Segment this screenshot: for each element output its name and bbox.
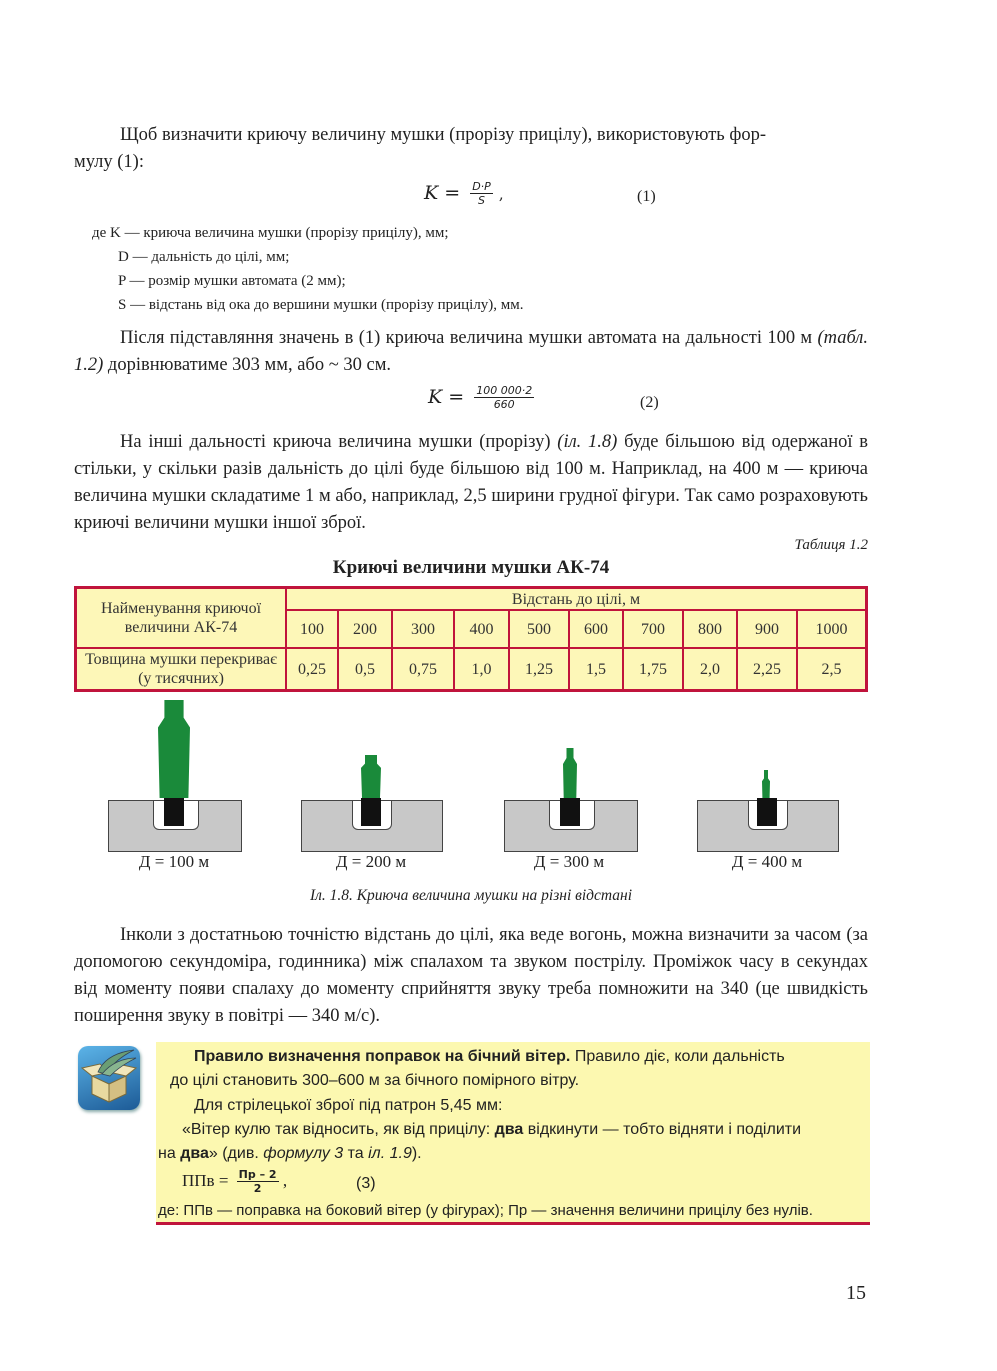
formula-2 <box>428 384 534 412</box>
table-value-cell: 1,0 <box>454 648 509 691</box>
table-distance-cell: 500 <box>509 610 569 648</box>
front-sight-green <box>361 755 381 798</box>
figure-caption: Іл. 1.8. Криюча величина мушки на різні відстані <box>309 887 633 904</box>
paragraph-4 <box>74 922 868 1030</box>
intro-paragraph <box>74 122 868 176</box>
note-line-5-c: » (див. <box>208 1145 264 1162</box>
table-distance-cell: 900 <box>737 610 797 648</box>
table-row-label: Товщина мушки перекриває (у тисячних) <box>76 648 287 691</box>
table-value-row <box>76 648 867 691</box>
figure-label-300: Д = 300 м <box>533 852 605 871</box>
note-formula-numerator: Пр – 2 <box>238 1168 277 1181</box>
definition-p: P — розмір мушки автомата (2 мм); <box>118 273 346 289</box>
wind-correction-rule-box <box>156 1042 870 1225</box>
table-value-cell: 2,5 <box>797 648 867 691</box>
formula-2-numerator: 100 000·2 <box>476 384 533 397</box>
intro-line1: Щоб визначити криючу величину мушки (прорізу прицілу), використовують фор- <box>120 125 767 145</box>
note-title: Правило визначення поправок на бічний вітер. <box>194 1048 571 1065</box>
note-line-5-bold: два <box>180 1145 209 1162</box>
table-value-cell: 0,25 <box>286 648 338 691</box>
paragraph-3-text-a: На інші дальності криюча величина мушки (прорізу) <box>120 432 558 452</box>
formula-1-numerator: D·P <box>472 180 491 193</box>
formula-2-fraction <box>474 384 534 412</box>
note-formula-comma: , <box>282 1170 288 1190</box>
formula-1-number: (1) <box>637 188 656 205</box>
formula-1-fraction <box>470 180 493 208</box>
note-formula-3 <box>182 1168 287 1196</box>
page-number: 15 <box>846 1282 866 1304</box>
paragraph-2 <box>74 325 868 379</box>
sight-diagram-300 <box>504 700 636 852</box>
table-distance-cell: 700 <box>623 610 683 648</box>
note-line-5-g: ). <box>411 1145 422 1162</box>
note-footer: де: ППв — поправка на боковий вітер (у фігурах); Пр — значення величини прицілу без нулів. <box>158 1202 813 1219</box>
front-sight-green <box>563 748 577 798</box>
table-value-cell: 2,25 <box>737 648 797 691</box>
paragraph-4-text: Інколи з достатньою точністю відстань до цілі, яка веде вогонь, можна визначити за часом (за допомогою секундоміра, годинника) між спалахом та звуком пострілу. Проміжок часу в секундах від моменту появи спалаху до моменту сприйняття звуку треба помножити на 340 (це швидкість поширення звуку в повітрі — 340 м/с). <box>74 925 868 1026</box>
table-value-cell: 1,5 <box>569 648 623 691</box>
table-distance-cell: 400 <box>454 610 509 648</box>
table-distance-cell: 1000 <box>797 610 867 648</box>
table-header-row <box>76 588 867 611</box>
paragraph-3-text-b: буде більшою від одержаної в стільки, у скільки разів дальність до цілі буде більшою від 100 м. Наприклад, на 400 м — криюча величина мушки складатиме 1 м або, наприклад, 2,5 ширини грудної фігури. Так само розраховують криючі величини мушки іншої зброї. <box>74 432 868 533</box>
table-value-cell: 0,5 <box>338 648 392 691</box>
note-line-5 <box>158 1145 422 1163</box>
figure-label-100: Д = 100 м <box>138 852 210 871</box>
open-box-icon <box>78 1046 140 1110</box>
table-title: Криючі величини мушки АК-74 <box>332 557 610 578</box>
figure-ref-link: (іл. 1.8) <box>557 432 618 452</box>
table-label: Таблиця 1.2 <box>794 537 868 553</box>
formula-1 <box>424 180 504 208</box>
note-line-5-e: та <box>343 1145 369 1162</box>
formula-1-denominator: S <box>478 194 485 207</box>
front-sight-post <box>757 798 777 826</box>
figure-1-9-ref-link: іл. 1.9 <box>368 1145 412 1162</box>
intro-line2: мулу (1): <box>74 152 144 172</box>
note-line-4-a: «Вітер кулю так відносить, як від прицілу: <box>182 1121 495 1138</box>
note-line-5-a: на <box>158 1145 181 1162</box>
note-line-1 <box>194 1048 785 1066</box>
front-sight-post <box>560 798 580 826</box>
table-value-cell: 1,75 <box>623 648 683 691</box>
table-distance-cell: 200 <box>338 610 392 648</box>
table-value-cell: 0,75 <box>392 648 454 691</box>
table-value-cell: 1,25 <box>509 648 569 691</box>
note-formula-lhs: ППв = <box>182 1170 229 1190</box>
sight-covering-table <box>74 586 868 692</box>
front-sight-post <box>164 798 184 826</box>
sight-diagram-100 <box>108 700 240 852</box>
table-distance-cell: 800 <box>683 610 737 648</box>
front-sight-green <box>762 770 770 798</box>
note-line-3: Для стрілецької зброї під патрон 5,45 мм: <box>194 1097 503 1114</box>
formula-ref-link: формулу 3 <box>263 1145 344 1162</box>
table-distance-cell: 300 <box>392 610 454 648</box>
paragraph-3 <box>74 429 868 537</box>
definition-d: D — дальність до цілі, мм; <box>118 249 290 265</box>
figure-label-400: Д = 400 м <box>731 852 803 871</box>
open-box-icon-graphic <box>78 1046 140 1110</box>
table-distance-cell: 600 <box>569 610 623 648</box>
note-line-4-c: відкинути — тобто відняти і поділити <box>523 1121 802 1138</box>
formula-2-denominator: 660 <box>493 398 515 411</box>
note-formula-denominator: 2 <box>253 1182 262 1195</box>
front-sight-green <box>158 700 190 798</box>
definition-k: де K — криюча величина мушки (прорізу прицілу), мм; <box>92 225 449 241</box>
definition-s: S — відстань від ока до вершини мушки (прорізу прицілу), мм. <box>118 297 524 313</box>
sight-diagram-400 <box>697 700 837 852</box>
table-value-cell: 2,0 <box>683 648 737 691</box>
table-header-left: Найменування криючої величини АК-74 <box>76 588 287 649</box>
note-line-1-rest: Правило діє, коли дальність <box>570 1048 785 1065</box>
note-line-4 <box>182 1121 801 1139</box>
formula-1-lhs: K = <box>424 182 461 204</box>
table-header-group: Відстань до цілі, м <box>286 588 867 611</box>
paragraph-2-text-a: Після підставляння значень в (1) криюча величина мушки автомата на дальності 100 м <box>120 328 818 348</box>
formula-1-comma: , <box>498 185 504 203</box>
figure-label-200: Д = 200 м <box>335 852 407 871</box>
formula-2-lhs: K = <box>428 386 465 408</box>
sight-diagram-200 <box>301 700 441 852</box>
note-line-4-bold: два <box>494 1121 524 1138</box>
formula-2-number: (2) <box>640 394 659 411</box>
note-formula-3-number: (3) <box>356 1175 376 1192</box>
note-line-2: до цілі становить 300–600 м за бічного помірного вітру. <box>170 1072 580 1089</box>
front-sight-post <box>361 798 381 826</box>
paragraph-2-text-b: дорівнюватиме 303 мм, або ~ 30 см. <box>103 355 392 375</box>
table-ref-link: (табл. 1.2) <box>74 328 868 375</box>
table-distance-cell: 100 <box>286 610 338 648</box>
note-formula-fraction <box>237 1168 279 1196</box>
